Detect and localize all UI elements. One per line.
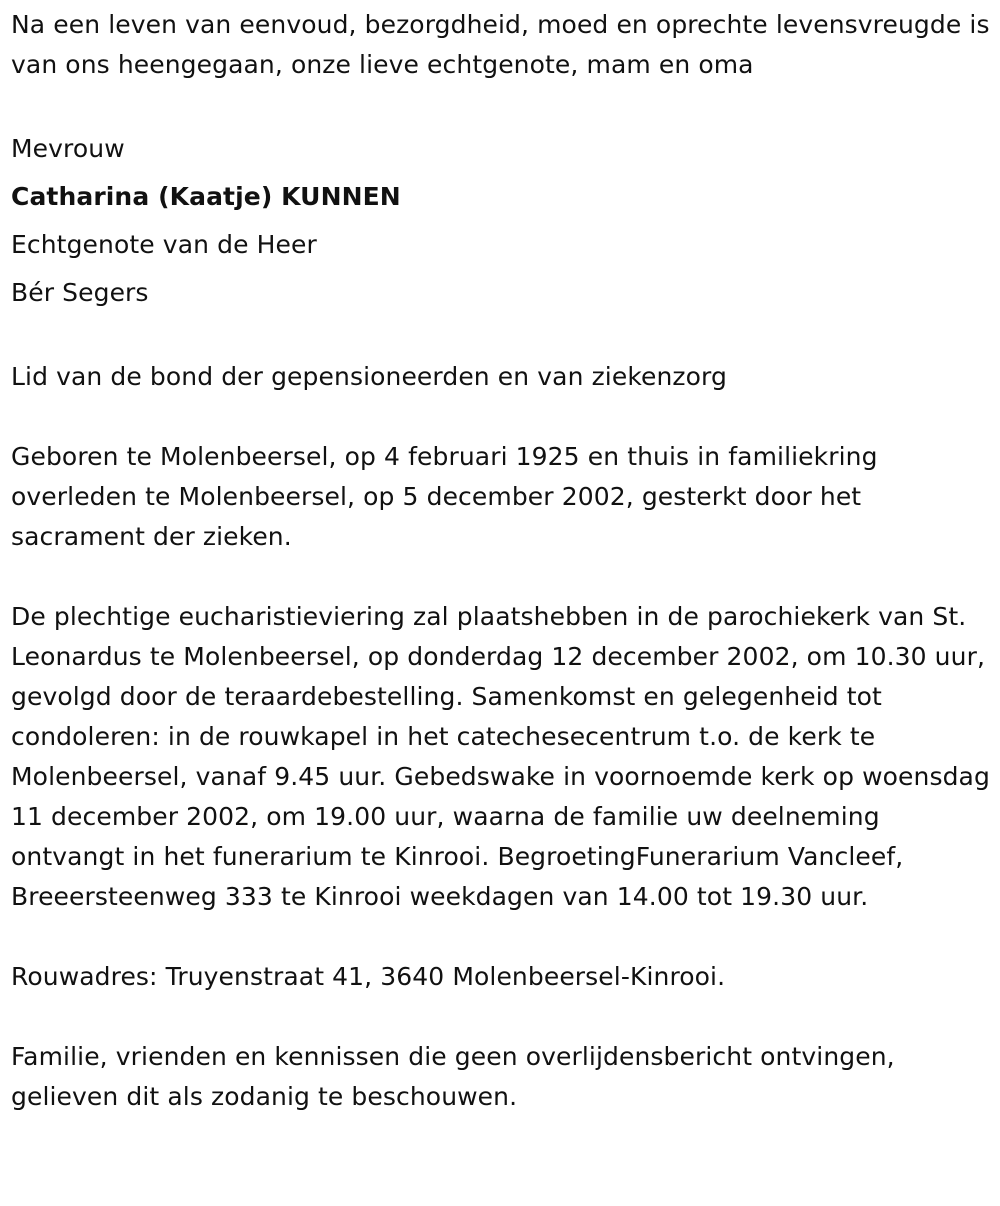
obituary-notice (11, 5, 996, 1117)
salutation: Mevrouw (11, 134, 125, 163)
membership-paragraph: Lid van de bond der gepensioneerden en van ziekenzorg (11, 362, 727, 391)
ceremony-paragraph: De plechtige eucharistieviering zal plaatshebben in de parochiekerk van St. Leonardus te Molenbeersel, op donderdag 12 december 2002, om 10.30 uur, gevolgd door de teraardebestelling. Samenkomst en gelegenheid tot condoleren: in de rouwkapel in het catechesecentrum t.o. de kerk te Molenbeersel, vanaf 9.45 uur. Gebedswake in voornoemde kerk op woensdag 11 december 2002, om 19.00 uur, waarna de familie uw deelneming ontvangt in het funerarium te Kinrooi. BegroetingFunerarium Vancleef, Breeersteenweg 333 te Kinrooi weekdagen van 14.00 tot 19.30 uur. (11, 602, 990, 911)
intro-paragraph: Na een leven van eenvoud, bezorgdheid, moed en oprechte levensvreugde is van ons heengegaan, onze lieve echtgenote, mam en oma (11, 10, 990, 79)
spacer (11, 85, 996, 125)
spacer (11, 997, 996, 1037)
closing-paragraph: Familie, vrienden en kennissen die geen overlijdensbericht ontvingen, gelieven dit als zodanig te beschouwen. (11, 1042, 895, 1111)
name-block (11, 125, 996, 317)
birth-death-paragraph: Geboren te Molenbeersel, op 4 februari 1925 en thuis in familiekring overleden te Molenbeersel, op 5 december 2002, gesterkt door het sacrament der zieken. (11, 442, 878, 551)
spacer (11, 557, 996, 597)
spouse-line-1: Echtgenote van de Heer (11, 230, 317, 259)
deceased-name: Catharina (Kaatje) KUNNEN (11, 182, 401, 211)
spouse-line-2: Bér Segers (11, 278, 149, 307)
spacer (11, 917, 996, 957)
spacer (11, 397, 996, 437)
address-paragraph: Rouwadres: Truyenstraat 41, 3640 Molenbeersel-Kinrooi. (11, 962, 726, 991)
spacer (11, 317, 996, 357)
